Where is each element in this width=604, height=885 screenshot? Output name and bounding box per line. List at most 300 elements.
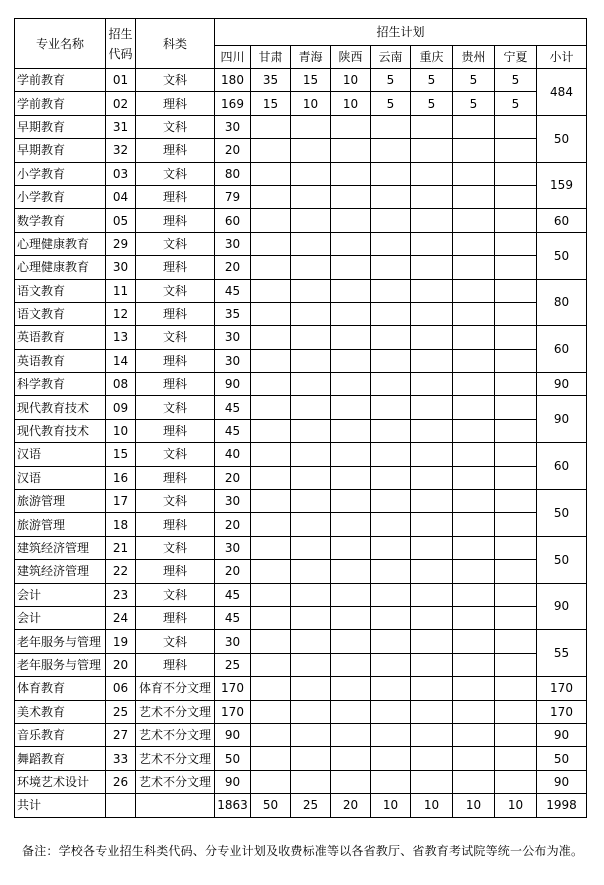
category-cell: 文科 [136, 326, 215, 349]
category-cell: 理科 [136, 209, 215, 232]
count-cell [411, 162, 453, 185]
count-cell [251, 326, 291, 349]
count-cell [291, 770, 331, 793]
count-cell [371, 115, 411, 138]
count-cell: 10 [331, 69, 371, 92]
count-cell [411, 747, 453, 770]
count-cell [371, 536, 411, 559]
count-cell [411, 419, 453, 442]
count-cell: 35 [251, 69, 291, 92]
count-cell: 10 [331, 92, 371, 115]
count-cell [291, 349, 331, 372]
count-cell [291, 373, 331, 396]
table-row [15, 466, 587, 489]
subtotal-cell: 170 [537, 700, 587, 723]
count-cell [495, 349, 537, 372]
count-cell [331, 560, 371, 583]
count-cell [453, 419, 495, 442]
category-cell: 艺术不分文理 [136, 700, 215, 723]
category-cell: 理科 [136, 653, 215, 676]
grand-total-cell: 1998 [537, 794, 587, 817]
count-cell [291, 162, 331, 185]
code-cell: 33 [106, 747, 136, 770]
total-count-cell: 10 [411, 794, 453, 817]
code-cell: 04 [106, 185, 136, 208]
count-cell [411, 723, 453, 746]
count-cell: 169 [215, 92, 251, 115]
count-cell [251, 349, 291, 372]
major-name-cell: 会计 [15, 583, 106, 606]
table-row [15, 256, 587, 279]
count-cell: 40 [215, 443, 251, 466]
header-province: 贵州 [453, 46, 495, 69]
count-cell [495, 396, 537, 419]
count-cell [291, 700, 331, 723]
count-cell: 5 [371, 92, 411, 115]
count-cell: 5 [371, 69, 411, 92]
count-cell [331, 256, 371, 279]
count-cell: 5 [495, 69, 537, 92]
count-cell: 180 [215, 69, 251, 92]
count-cell: 20 [215, 513, 251, 536]
table-row [15, 630, 587, 653]
header-province: 四川 [215, 46, 251, 69]
count-cell [371, 490, 411, 513]
count-cell [251, 513, 291, 536]
count-cell [331, 583, 371, 606]
major-name-cell: 学前教育 [15, 92, 106, 115]
count-cell [291, 723, 331, 746]
count-cell [411, 490, 453, 513]
table-row [15, 396, 587, 419]
count-cell: 20 [215, 139, 251, 162]
count-cell [495, 302, 537, 325]
major-name-cell: 建筑经济管理 [15, 536, 106, 559]
count-cell [371, 560, 411, 583]
category-cell: 理科 [136, 606, 215, 629]
count-cell [291, 536, 331, 559]
category-cell: 理科 [136, 419, 215, 442]
count-cell [251, 560, 291, 583]
count-cell [453, 443, 495, 466]
major-name-cell: 老年服务与管理 [15, 630, 106, 653]
count-cell [495, 583, 537, 606]
table-row [15, 490, 587, 513]
count-cell [495, 443, 537, 466]
count-cell [331, 677, 371, 700]
count-cell [371, 747, 411, 770]
count-cell [371, 256, 411, 279]
count-cell [331, 630, 371, 653]
code-cell: 26 [106, 770, 136, 793]
count-cell [411, 232, 453, 255]
header-code: 招生代码 [106, 19, 136, 69]
count-cell [251, 606, 291, 629]
code-cell: 17 [106, 490, 136, 513]
table-row [15, 373, 587, 396]
count-cell [331, 490, 371, 513]
count-cell [371, 583, 411, 606]
count-cell [453, 653, 495, 676]
count-cell [331, 115, 371, 138]
count-cell [331, 419, 371, 442]
code-cell: 24 [106, 606, 136, 629]
count-cell [495, 466, 537, 489]
count-cell [495, 326, 537, 349]
code-cell: 02 [106, 92, 136, 115]
category-cell: 艺术不分文理 [136, 747, 215, 770]
table-row [15, 443, 587, 466]
count-cell: 30 [215, 326, 251, 349]
category-cell: 文科 [136, 115, 215, 138]
count-cell [291, 490, 331, 513]
code-cell: 13 [106, 326, 136, 349]
count-cell [495, 279, 537, 302]
count-cell [411, 536, 453, 559]
count-cell [331, 606, 371, 629]
count-cell [371, 723, 411, 746]
count-cell [291, 466, 331, 489]
category-cell: 理科 [136, 466, 215, 489]
count-cell [251, 396, 291, 419]
table-row [15, 606, 587, 629]
count-cell [291, 513, 331, 536]
count-cell: 5 [453, 92, 495, 115]
count-cell: 90 [215, 373, 251, 396]
count-cell [371, 349, 411, 372]
count-cell [291, 279, 331, 302]
count-cell [251, 279, 291, 302]
category-cell: 文科 [136, 69, 215, 92]
count-cell [331, 162, 371, 185]
count-cell [331, 443, 371, 466]
count-cell: 20 [215, 256, 251, 279]
total-count-cell: 10 [453, 794, 495, 817]
count-cell [331, 747, 371, 770]
category-cell: 理科 [136, 139, 215, 162]
code-cell: 30 [106, 256, 136, 279]
major-name-cell: 英语教育 [15, 326, 106, 349]
count-cell: 35 [215, 302, 251, 325]
category-cell: 文科 [136, 490, 215, 513]
table-row [15, 770, 587, 793]
count-cell [331, 232, 371, 255]
count-cell [331, 279, 371, 302]
count-cell [371, 396, 411, 419]
subtotal-cell: 170 [537, 677, 587, 700]
count-cell [411, 209, 453, 232]
count-cell [411, 139, 453, 162]
code-cell: 23 [106, 583, 136, 606]
total-label: 共计 [15, 794, 106, 817]
count-cell [411, 256, 453, 279]
category-cell: 文科 [136, 536, 215, 559]
code-cell: 08 [106, 373, 136, 396]
subtotal-cell: 90 [537, 396, 587, 443]
count-cell [453, 326, 495, 349]
count-cell: 80 [215, 162, 251, 185]
count-cell [251, 630, 291, 653]
count-cell [453, 583, 495, 606]
category-cell: 理科 [136, 349, 215, 372]
count-cell [251, 232, 291, 255]
count-cell [453, 513, 495, 536]
category-cell: 理科 [136, 92, 215, 115]
count-cell [251, 443, 291, 466]
count-cell [251, 490, 291, 513]
count-cell [291, 419, 331, 442]
count-cell [291, 396, 331, 419]
count-cell [495, 723, 537, 746]
table-row [15, 209, 587, 232]
table-row [15, 560, 587, 583]
count-cell [495, 560, 537, 583]
count-cell [411, 443, 453, 466]
total-count-cell: 20 [331, 794, 371, 817]
header-province: 宁夏 [495, 46, 537, 69]
count-cell [331, 396, 371, 419]
count-cell [495, 653, 537, 676]
count-cell: 45 [215, 396, 251, 419]
table-row [15, 723, 587, 746]
subtotal-cell: 90 [537, 770, 587, 793]
count-cell [331, 139, 371, 162]
count-cell: 79 [215, 185, 251, 208]
count-cell [411, 560, 453, 583]
major-name-cell: 现代教育技术 [15, 419, 106, 442]
count-cell [495, 700, 537, 723]
count-cell [495, 209, 537, 232]
count-cell: 30 [215, 490, 251, 513]
count-cell: 20 [215, 560, 251, 583]
count-cell [331, 700, 371, 723]
major-name-cell: 汉语 [15, 466, 106, 489]
count-cell: 20 [215, 466, 251, 489]
count-cell: 25 [215, 653, 251, 676]
count-cell: 5 [495, 92, 537, 115]
count-cell: 45 [215, 583, 251, 606]
count-cell [331, 536, 371, 559]
subtotal-cell: 50 [537, 747, 587, 770]
header-province: 甘肃 [251, 46, 291, 69]
count-cell [453, 373, 495, 396]
count-cell [291, 630, 331, 653]
count-cell [291, 209, 331, 232]
count-cell [453, 396, 495, 419]
table-row [15, 513, 587, 536]
count-cell [371, 419, 411, 442]
code-cell: 20 [106, 653, 136, 676]
code-cell: 10 [106, 419, 136, 442]
count-cell [371, 232, 411, 255]
major-name-cell: 舞蹈教育 [15, 747, 106, 770]
count-cell [453, 770, 495, 793]
count-cell [411, 630, 453, 653]
major-name-cell: 体育教育 [15, 677, 106, 700]
category-cell: 艺术不分文理 [136, 770, 215, 793]
count-cell [291, 139, 331, 162]
count-cell [371, 302, 411, 325]
count-cell [453, 279, 495, 302]
code-cell: 27 [106, 723, 136, 746]
count-cell [291, 256, 331, 279]
table-row [15, 279, 587, 302]
count-cell [331, 209, 371, 232]
count-cell: 45 [215, 606, 251, 629]
table-row [15, 115, 587, 138]
count-cell: 5 [453, 69, 495, 92]
count-cell [371, 185, 411, 208]
total-count-cell: 10 [371, 794, 411, 817]
count-cell [251, 653, 291, 676]
count-cell [453, 630, 495, 653]
code-cell: 16 [106, 466, 136, 489]
table-row [15, 162, 587, 185]
category-cell: 理科 [136, 302, 215, 325]
table-row [15, 419, 587, 442]
footnote: 备注：学校各专业招生科类代码、分专业计划及收费标准等以各省教厅、省教育考试院等统一公布为准。 [22, 844, 584, 858]
major-name-cell: 现代教育技术 [15, 396, 106, 419]
count-cell [251, 583, 291, 606]
category-cell: 文科 [136, 630, 215, 653]
count-cell [331, 185, 371, 208]
count-cell [291, 326, 331, 349]
major-name-cell: 早期教育 [15, 139, 106, 162]
count-cell [371, 443, 411, 466]
table-row [15, 349, 587, 372]
table-row [15, 677, 587, 700]
subtotal-cell: 55 [537, 630, 587, 677]
header-major: 专业名称 [15, 19, 106, 69]
count-cell [495, 373, 537, 396]
count-cell [291, 302, 331, 325]
count-cell [453, 723, 495, 746]
code-cell: 09 [106, 396, 136, 419]
count-cell: 30 [215, 630, 251, 653]
count-cell [251, 302, 291, 325]
count-cell: 10 [291, 92, 331, 115]
category-cell: 理科 [136, 256, 215, 279]
count-cell [371, 326, 411, 349]
count-cell [411, 583, 453, 606]
count-cell [251, 162, 291, 185]
count-cell: 5 [411, 92, 453, 115]
subtotal-cell: 90 [537, 723, 587, 746]
count-cell [411, 466, 453, 489]
count-cell [495, 419, 537, 442]
table-row [15, 747, 587, 770]
count-cell [371, 209, 411, 232]
code-cell: 29 [106, 232, 136, 255]
code-cell: 15 [106, 443, 136, 466]
major-name-cell: 数学教育 [15, 209, 106, 232]
code-cell: 06 [106, 677, 136, 700]
count-cell [371, 630, 411, 653]
subtotal-cell: 50 [537, 115, 587, 162]
count-cell [495, 185, 537, 208]
category-cell: 理科 [136, 513, 215, 536]
count-cell [371, 162, 411, 185]
category-cell: 理科 [136, 185, 215, 208]
count-cell: 90 [215, 770, 251, 793]
count-cell [495, 606, 537, 629]
count-cell [453, 232, 495, 255]
count-cell: 45 [215, 279, 251, 302]
count-cell [251, 373, 291, 396]
code-cell: 14 [106, 349, 136, 372]
count-cell [495, 162, 537, 185]
count-cell [411, 396, 453, 419]
count-cell [291, 606, 331, 629]
count-cell [251, 770, 291, 793]
major-name-cell: 语文教育 [15, 279, 106, 302]
count-cell [495, 770, 537, 793]
count-cell [495, 490, 537, 513]
total-count-cell: 50 [251, 794, 291, 817]
category-cell: 体育不分文理 [136, 677, 215, 700]
code-cell: 32 [106, 139, 136, 162]
enrollment-plan-table [14, 18, 587, 818]
subtotal-cell: 80 [537, 279, 587, 326]
major-name-cell: 心理健康教育 [15, 232, 106, 255]
code-cell: 22 [106, 560, 136, 583]
count-cell [453, 115, 495, 138]
count-cell [453, 349, 495, 372]
count-cell: 90 [215, 723, 251, 746]
subtotal-cell: 484 [537, 69, 587, 116]
count-cell [371, 677, 411, 700]
count-cell [371, 606, 411, 629]
major-name-cell: 会计 [15, 606, 106, 629]
count-cell [453, 162, 495, 185]
table-row [15, 653, 587, 676]
count-cell [453, 209, 495, 232]
count-cell [331, 326, 371, 349]
subtotal-cell: 90 [537, 583, 587, 630]
table-row [15, 302, 587, 325]
code-cell: 11 [106, 279, 136, 302]
count-cell: 15 [251, 92, 291, 115]
total-count-cell: 10 [495, 794, 537, 817]
code-cell: 18 [106, 513, 136, 536]
count-cell [453, 490, 495, 513]
table-row [15, 139, 587, 162]
code-cell: 19 [106, 630, 136, 653]
count-cell [291, 232, 331, 255]
count-cell [331, 302, 371, 325]
count-cell [495, 536, 537, 559]
header-province: 云南 [371, 46, 411, 69]
count-cell [495, 256, 537, 279]
empty-cell [106, 794, 136, 817]
count-cell [495, 677, 537, 700]
header-category: 科类 [136, 19, 215, 69]
count-cell [291, 560, 331, 583]
count-cell [453, 466, 495, 489]
count-cell: 170 [215, 700, 251, 723]
count-cell [411, 373, 453, 396]
major-name-cell: 语文教育 [15, 302, 106, 325]
count-cell: 30 [215, 115, 251, 138]
count-cell [453, 302, 495, 325]
header-province: 重庆 [411, 46, 453, 69]
count-cell [251, 419, 291, 442]
major-name-cell: 老年服务与管理 [15, 653, 106, 676]
count-cell [371, 466, 411, 489]
count-cell [371, 653, 411, 676]
major-name-cell: 小学教育 [15, 162, 106, 185]
subtotal-cell: 50 [537, 232, 587, 279]
